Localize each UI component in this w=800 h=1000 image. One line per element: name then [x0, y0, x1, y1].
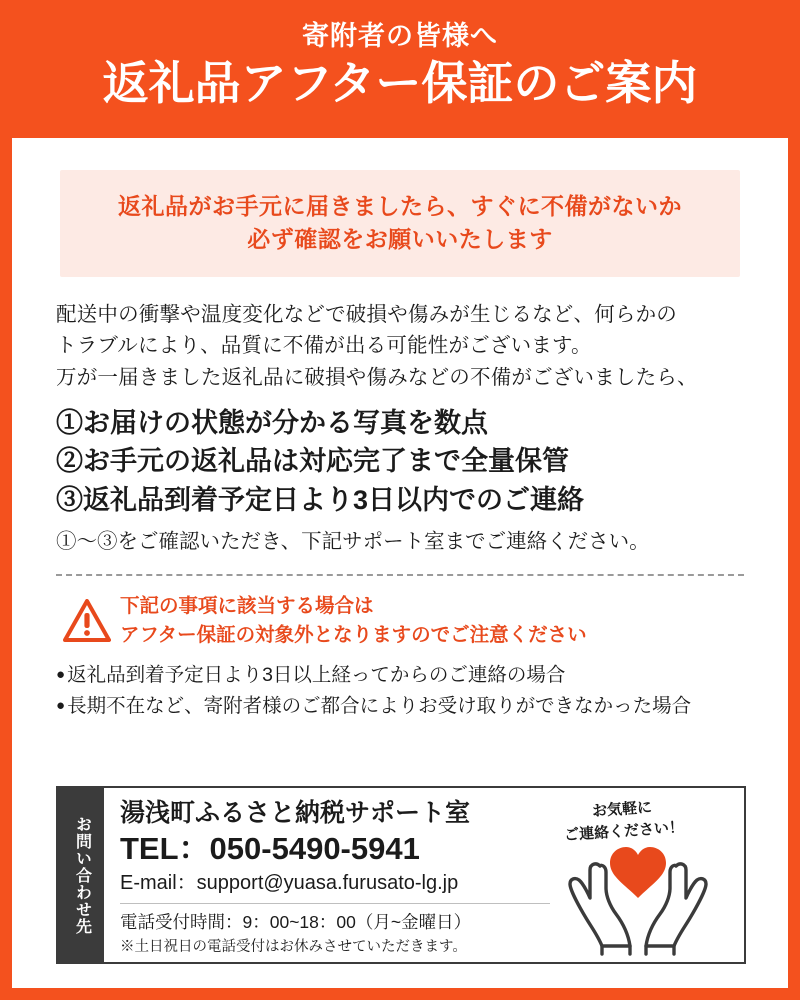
art-caption-1: お気軽に: [591, 798, 653, 821]
dashed-divider: [56, 574, 744, 576]
contact-tab-label: お問い合わせ先: [58, 788, 104, 962]
closing-text: ①～③をご確認いただき、下記サポート室までご連絡ください。: [56, 529, 650, 553]
notice-line-1: 返礼品がお手元に届きましたら、すぐに不備がないか: [118, 193, 682, 219]
list-item: [56, 660, 744, 691]
notice-line-2: 必ず確認をお願いいたします: [247, 226, 553, 253]
warning-line-1: 下記の事項に該当する場合は: [120, 594, 374, 617]
exclusion-text-2: 長期不在など、寄附者様のご都合によりお受け取りができなかった場合: [67, 695, 692, 718]
header: [0, 0, 800, 124]
notice-box: [60, 170, 740, 277]
intro-paragraph: [56, 299, 744, 394]
warning-triangle-icon: [60, 599, 114, 643]
warning-line-2: アフター保証の対象外となりますのでご注意ください: [120, 623, 587, 646]
contact-box: [56, 786, 746, 964]
bullet-dot-icon: ●: [56, 666, 66, 684]
intro-line-1: 配送中の衝撃や温度変化などで破損や傷みが生じるなど、何らかの: [56, 302, 677, 326]
contact-details: [104, 788, 744, 962]
step-item-2: ②お手元の返礼品は対応完了まで全量保管: [56, 446, 569, 477]
warning-text: [120, 592, 587, 651]
warning-block: [60, 592, 744, 651]
step-item-1: ①お届けの状態が分かる写真を数点: [56, 407, 488, 438]
art-caption-2: ご連絡ください！: [563, 818, 685, 845]
hands-heart-illustration: [538, 792, 738, 960]
intro-line-3: 万が一届きました返礼品に破損や傷みなどの不備がございましたら、: [56, 366, 698, 390]
contact-divider: [120, 903, 550, 904]
header-subtitle: 寄附者の皆様へ: [302, 21, 498, 51]
intro-line-2: トラブルにより、品質に不備が出る可能性がございます。: [56, 334, 592, 358]
contact-org-name: 湯浅町ふるさと納税サポート室: [120, 799, 471, 827]
bullet-dot-icon: ●: [56, 697, 66, 715]
contact-email[interactable]: E-mail：support@yuasa.furusato-lg.jp: [120, 871, 459, 894]
heart-in-hands-icon: [550, 836, 726, 956]
exclusion-text-1: 返礼品到着予定日より3日以上経ってからのご連絡の場合: [67, 664, 566, 687]
exclusion-list: [56, 660, 744, 722]
list-item: [56, 691, 744, 722]
header-title: 返礼品アフター保証のご案内: [102, 56, 698, 109]
content-card: [12, 138, 788, 988]
steps-list: [56, 404, 744, 519]
contact-phone[interactable]: TEL：050-5490-5941: [120, 831, 420, 866]
contact-note: ※土日祝日の電話受付はお休みさせていただきます。: [120, 939, 467, 956]
contact-hours: 電話受付時間：9：00~18：00（月~金曜日）: [120, 911, 472, 932]
step-item-3: ③返礼品到着予定日より3日以内でのご連絡: [56, 484, 585, 515]
